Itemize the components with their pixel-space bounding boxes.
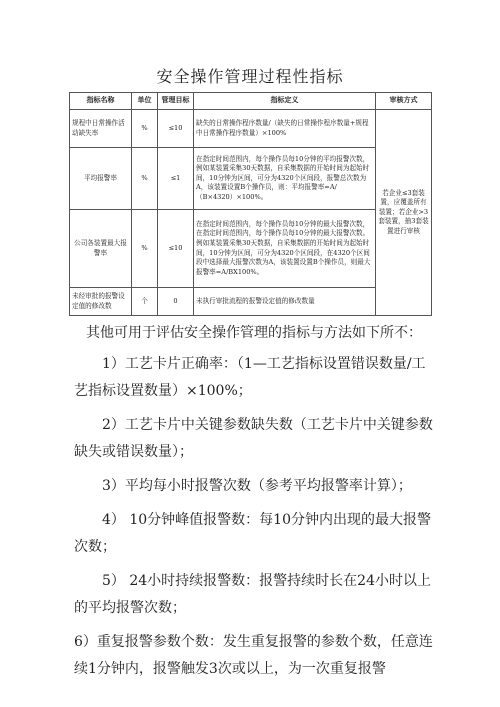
cell-review: 若企业≤3套装置，应覆盖所有装置；若企业>3套装置，抽3套装置进行审核 (376, 110, 432, 316)
list-item: 1）工艺卡片正确率：（1—工艺指标设置错误数量/工艺指标设置数量）×100%； (74, 356, 426, 399)
list-item: 2）工艺卡片中关键参数缺失数（工艺卡片中关键参数缺失或错误数量）； (74, 417, 433, 460)
cell-unit: 个 (132, 288, 158, 316)
cell-target: ≤1 (158, 148, 194, 210)
intro-paragraph: 其他可用于评估安全操作管理的指标与方法如下所不： (86, 325, 422, 341)
cell-target: ≤10 (158, 110, 194, 148)
table-row (70, 110, 432, 148)
list-item: 4） 10分钟峰值报警数：每10分钟内出现的最大报警次数； (74, 512, 431, 555)
body-text (74, 322, 436, 690)
page-title: 安全操作管理过程性指标 (156, 67, 344, 86)
header-unit: 单位 (132, 93, 158, 110)
cell-definition: 在指定时间范围内，每个操作员每10分钟的平均报警次数，例如某装置采集30天数据，自采集数据的开始时间为起始时间，10分钟为区间，可分为4320个区间段，报警总次数为A，该装置设置B个操作员，则：平均报警率=A/（B×4320）×100%。 (194, 148, 376, 210)
cell-unit: % (132, 148, 158, 210)
list-item: 3）平均每小时报警次数（参考平均报警率计算）； (102, 478, 412, 494)
cell-unit: % (132, 110, 158, 148)
cell-target: 0 (158, 288, 194, 316)
header-definition: 指标定义 (194, 93, 376, 110)
cell-name: 规程中日常操作活动缺失率 (70, 110, 132, 148)
cell-definition: 缺失的日常操作程序数量/（缺失的日常操作程序数量+规程中日常操作程序数量）×100% (194, 110, 376, 148)
cell-name: 未经审批的报警设定值的修改数 (70, 288, 132, 316)
metrics-table (69, 92, 432, 316)
cell-definition: 未执行审批流程的报警设定值的修改数量 (194, 288, 376, 316)
header-name: 指标名称 (70, 93, 132, 110)
header-target: 管理目标 (158, 93, 194, 110)
list-item: 6）重复报警参数个数：发生重复报警的参数个数，任意连续1分钟内，报警触发3次或以上，为一次重复报警 (74, 634, 433, 677)
cell-name: 公司各装置最大报警率 (70, 210, 132, 288)
list-item: 5） 24小时持续报警数：报警持续时长在24小时以上的平均报警次数； (74, 573, 431, 616)
cell-unit: % (132, 210, 158, 288)
cell-name: 平均报警率 (70, 148, 132, 210)
table-header-row (70, 93, 432, 110)
cell-definition: 在指定时间范围内，每个操作员每10分钟的最大报警次数，在指定时间范围内，每个操作员每10分钟的最大报警次数。例如某装置采集30天数据，自采集数据的开始时间为起始时间，10分钟为区间，可分为4320个区间段，在4320个区间段中选择最大报警次数为A，该装置设置B个操作员，则最大报警率=A/BX100%。 (194, 210, 376, 288)
header-review: 审核方式 (376, 93, 432, 110)
cell-target: ≤10 (158, 210, 194, 288)
